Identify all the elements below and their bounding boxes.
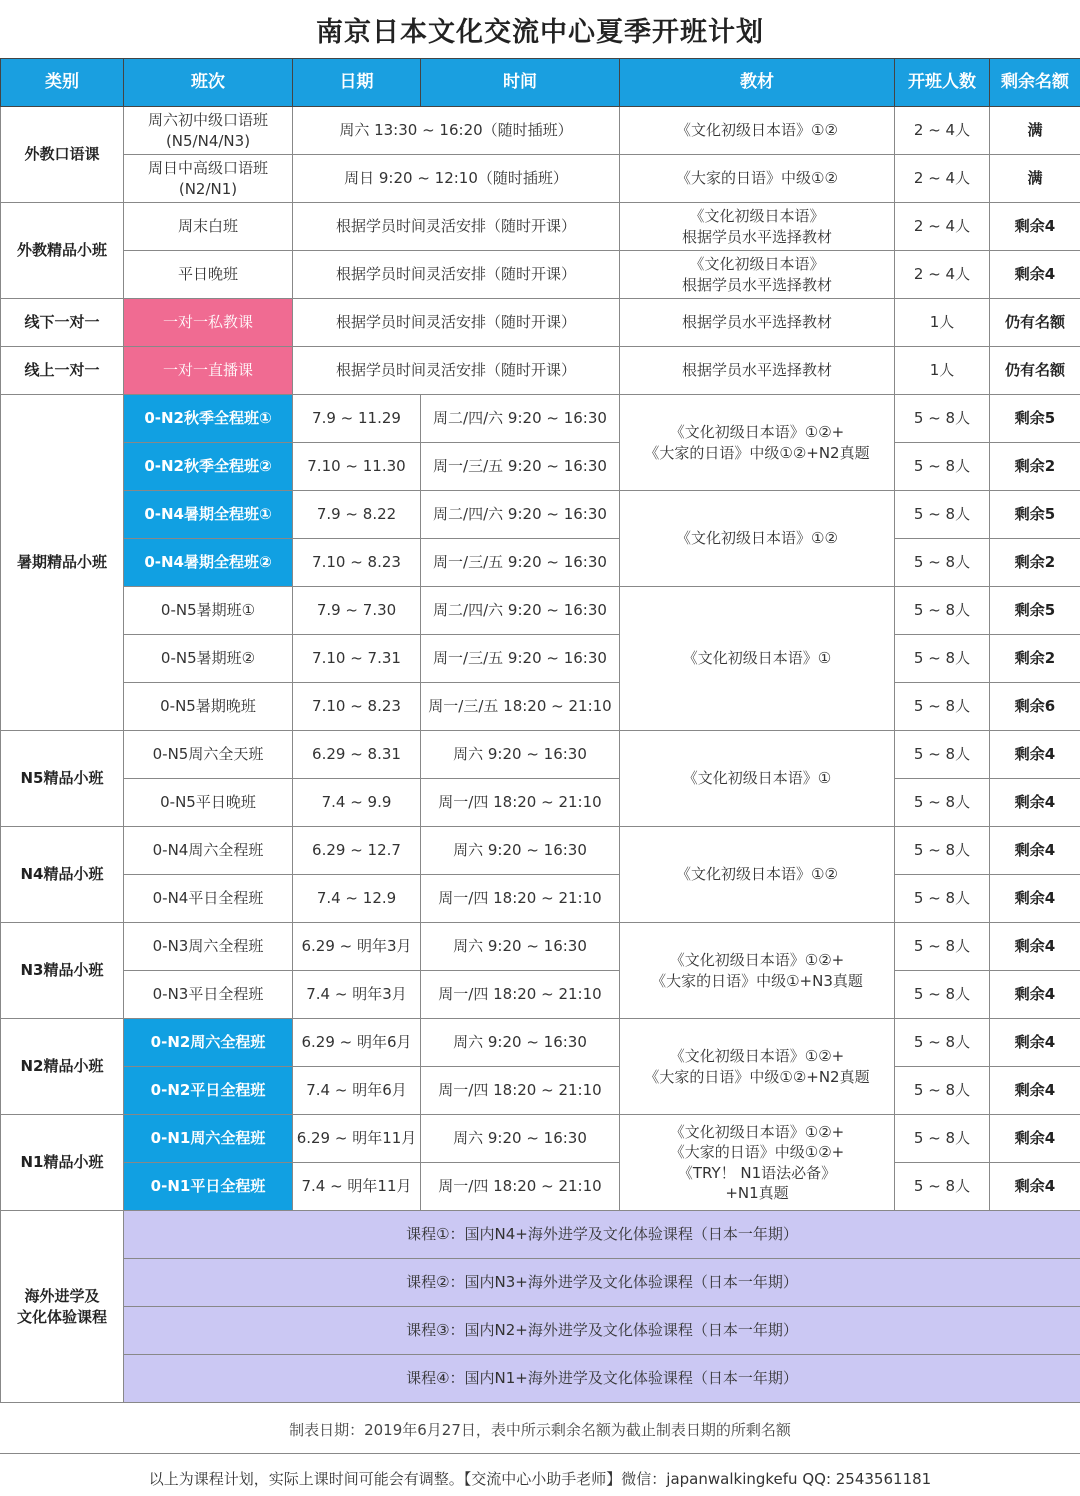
remaining-cell: 剩余4 [990, 1163, 1080, 1211]
remaining-cell: 剩余4 [990, 1067, 1080, 1115]
overseas-course-cell: 课程④：国内N1+海外进学及文化体验课程（日本一年期） [124, 1355, 1080, 1403]
remaining-cell: 剩余6 [990, 683, 1080, 731]
material-cell: 《文化初级日本语》①②+ 《大家的日语》中级①②+N2真题 [620, 395, 895, 491]
header-remaining: 剩余名额 [990, 59, 1080, 107]
date-cell: 7.4 ~ 明年6月 [293, 1067, 421, 1115]
class-name-cell: 0-N5暑期晚班 [124, 683, 293, 731]
size-cell: 5 ~ 8人 [895, 1067, 990, 1115]
category-cell: N4精品小班 [1, 827, 124, 923]
class-name-cell: 0-N2秋季全程班② [124, 443, 293, 491]
time-cell: 周六 9:20 ~ 16:30 [421, 827, 620, 875]
time-cell: 周一/四 18:20 ~ 21:10 [421, 779, 620, 827]
date-cell: 7.4 ~ 明年3月 [293, 971, 421, 1019]
class-name-cell: 周六初中级口语班 (N5/N4/N3) [124, 107, 293, 155]
material-cell: 《文化初级日本语》①②+ 《大家的日语》中级①+N3真题 [620, 923, 895, 1019]
date-cell: 6.29 ~ 明年11月 [293, 1115, 421, 1163]
table-row [1, 779, 1080, 827]
size-cell: 5 ~ 8人 [895, 395, 990, 443]
table-row [1, 395, 1080, 443]
class-name-cell: 平日晚班 [124, 251, 293, 299]
table-row [1, 1355, 1080, 1403]
overseas-course-cell: 课程①：国内N4+海外进学及文化体验课程（日本一年期） [124, 1211, 1080, 1259]
size-cell: 5 ~ 8人 [895, 635, 990, 683]
size-cell: 5 ~ 8人 [895, 971, 990, 1019]
table-row [1, 1163, 1080, 1211]
size-cell: 1人 [895, 299, 990, 347]
class-name-cell: 0-N2秋季全程班① [124, 395, 293, 443]
size-cell: 2 ~ 4人 [895, 155, 990, 203]
date-cell: 7.10 ~ 7.31 [293, 635, 421, 683]
size-cell: 5 ~ 8人 [895, 539, 990, 587]
table-row [1, 155, 1080, 203]
time-cell: 周一/三/五 9:20 ~ 16:30 [421, 539, 620, 587]
remaining-cell: 仍有名额 [990, 347, 1080, 395]
time-cell: 周六 9:20 ~ 16:30 [421, 1115, 620, 1163]
class-name-cell: 一对一直播课 [124, 347, 293, 395]
overseas-course-cell: 课程②：国内N3+海外进学及文化体验课程（日本一年期） [124, 1259, 1080, 1307]
remaining-cell: 剩余4 [990, 827, 1080, 875]
date-cell: 7.9 ~ 11.29 [293, 395, 421, 443]
remaining-cell: 仍有名额 [990, 299, 1080, 347]
class-name-cell: 0-N5平日晚班 [124, 779, 293, 827]
class-name-cell: 0-N2周六全程班 [124, 1019, 293, 1067]
size-cell: 5 ~ 8人 [895, 587, 990, 635]
date-cell: 6.29 ~ 12.7 [293, 827, 421, 875]
datetime-cell: 周日 9:20 ~ 12:10（随时插班） [293, 155, 620, 203]
size-cell: 2 ~ 4人 [895, 107, 990, 155]
table-row [1, 1211, 1080, 1259]
time-cell: 周一/三/五 9:20 ~ 16:30 [421, 635, 620, 683]
class-name-cell: 0-N5暑期班② [124, 635, 293, 683]
class-name-cell: 一对一私教课 [124, 299, 293, 347]
table-row [1, 107, 1080, 155]
class-name-cell: 0-N5周六全天班 [124, 731, 293, 779]
table-row [1, 875, 1080, 923]
header-size: 开班人数 [895, 59, 990, 107]
table-row [1, 731, 1080, 779]
material-cell: 《文化初级日本语》 根据学员水平选择教材 [620, 203, 895, 251]
date-cell: 7.4 ~ 12.9 [293, 875, 421, 923]
size-cell: 2 ~ 4人 [895, 203, 990, 251]
table-row [1, 203, 1080, 251]
size-cell: 1人 [895, 347, 990, 395]
category-cell: N5精品小班 [1, 731, 124, 827]
table-row [1, 1307, 1080, 1355]
remaining-cell: 满 [990, 155, 1080, 203]
time-cell: 周六 9:20 ~ 16:30 [421, 1019, 620, 1067]
datetime-cell: 根据学员时间灵活安排（随时开课） [293, 299, 620, 347]
material-cell: 《文化初级日本语》①② [620, 491, 895, 587]
datetime-cell: 根据学员时间灵活安排（随时开课） [293, 347, 620, 395]
material-cell: 《文化初级日本语》①②+ 《大家的日语》中级①②+ 《TRY！ N1语法必备》 +N1真题 [620, 1115, 895, 1211]
date-cell: 7.9 ~ 7.30 [293, 587, 421, 635]
class-name-cell: 0-N3平日全程班 [124, 971, 293, 1019]
class-name-cell: 0-N4平日全程班 [124, 875, 293, 923]
class-name-cell: 0-N4周六全程班 [124, 827, 293, 875]
category-cell: 外教口语课 [1, 107, 124, 203]
size-cell: 5 ~ 8人 [895, 683, 990, 731]
remaining-cell: 剩余4 [990, 875, 1080, 923]
class-name-cell: 0-N2平日全程班 [124, 1067, 293, 1115]
material-cell: 根据学员水平选择教材 [620, 347, 895, 395]
category-cell: N2精品小班 [1, 1019, 124, 1115]
datetime-cell: 根据学员时间灵活安排（随时开课） [293, 251, 620, 299]
header-row [1, 59, 1080, 107]
date-cell: 6.29 ~ 明年3月 [293, 923, 421, 971]
date-cell: 7.9 ~ 8.22 [293, 491, 421, 539]
remaining-cell: 剩余4 [990, 731, 1080, 779]
table-row [1, 491, 1080, 539]
size-cell: 5 ~ 8人 [895, 1019, 990, 1067]
table-row [1, 1067, 1080, 1115]
table-row [1, 827, 1080, 875]
date-cell: 6.29 ~ 明年6月 [293, 1019, 421, 1067]
remaining-cell: 剩余2 [990, 539, 1080, 587]
date-cell: 7.4 ~ 明年11月 [293, 1163, 421, 1211]
time-cell: 周一/四 18:20 ~ 21:10 [421, 875, 620, 923]
category-cell: N3精品小班 [1, 923, 124, 1019]
date-cell: 7.10 ~ 8.23 [293, 683, 421, 731]
remaining-cell: 剩余5 [990, 587, 1080, 635]
date-cell: 7.10 ~ 8.23 [293, 539, 421, 587]
date-cell: 7.10 ~ 11.30 [293, 443, 421, 491]
time-cell: 周一/三/五 9:20 ~ 16:30 [421, 443, 620, 491]
class-name-cell: 0-N4暑期全程班② [124, 539, 293, 587]
header-time: 时间 [421, 59, 620, 107]
header-date: 日期 [293, 59, 421, 107]
category-cell: 外教精品小班 [1, 203, 124, 299]
class-name-cell: 0-N1周六全程班 [124, 1115, 293, 1163]
class-name-cell: 0-N4暑期全程班① [124, 491, 293, 539]
table-row [1, 923, 1080, 971]
table-row [1, 587, 1080, 635]
class-name-cell: 0-N3周六全程班 [124, 923, 293, 971]
size-cell: 5 ~ 8人 [895, 827, 990, 875]
time-cell: 周二/四/六 9:20 ~ 16:30 [421, 587, 620, 635]
table-row [1, 971, 1080, 1019]
material-cell: 《文化初级日本语》①②+ 《大家的日语》中级①②+N2真题 [620, 1019, 895, 1115]
size-cell: 5 ~ 8人 [895, 875, 990, 923]
header-category: 类别 [1, 59, 124, 107]
header-class: 班次 [124, 59, 293, 107]
table-row [1, 443, 1080, 491]
datetime-cell: 根据学员时间灵活安排（随时开课） [293, 203, 620, 251]
class-name-cell: 0-N5暑期班① [124, 587, 293, 635]
table-row [1, 683, 1080, 731]
remaining-cell: 剩余5 [990, 491, 1080, 539]
remaining-cell: 剩余5 [990, 395, 1080, 443]
time-cell: 周一/四 18:20 ~ 21:10 [421, 1163, 620, 1211]
size-cell: 5 ~ 8人 [895, 1115, 990, 1163]
table-row [1, 1259, 1080, 1307]
time-cell: 周一/四 18:20 ~ 21:10 [421, 971, 620, 1019]
table-row [1, 251, 1080, 299]
category-cell: 线下一对一 [1, 299, 124, 347]
schedule-table [0, 58, 1080, 1403]
time-cell: 周二/四/六 9:20 ~ 16:30 [421, 395, 620, 443]
material-cell: 《文化初级日本语》 根据学员水平选择教材 [620, 251, 895, 299]
time-cell: 周六 9:20 ~ 16:30 [421, 731, 620, 779]
table-row [1, 347, 1080, 395]
size-cell: 2 ~ 4人 [895, 251, 990, 299]
remaining-cell: 剩余4 [990, 1115, 1080, 1163]
size-cell: 5 ~ 8人 [895, 923, 990, 971]
time-cell: 周二/四/六 9:20 ~ 16:30 [421, 491, 620, 539]
header-material: 教材 [620, 59, 895, 107]
category-cell: 线上一对一 [1, 347, 124, 395]
table-row [1, 1115, 1080, 1163]
class-name-cell: 周末白班 [124, 203, 293, 251]
remaining-cell: 剩余2 [990, 443, 1080, 491]
date-cell: 7.4 ~ 9.9 [293, 779, 421, 827]
size-cell: 5 ~ 8人 [895, 1163, 990, 1211]
size-cell: 5 ~ 8人 [895, 491, 990, 539]
material-cell: 《大家的日语》中级①② [620, 155, 895, 203]
class-name-cell: 0-N1平日全程班 [124, 1163, 293, 1211]
table-row [1, 539, 1080, 587]
remaining-cell: 满 [990, 107, 1080, 155]
datetime-cell: 周六 13:30 ~ 16:20（随时插班） [293, 107, 620, 155]
table-note: 制表日期：2019年6月27日，表中所示剩余名额为截止制表日期的所剩名额 [0, 1405, 1080, 1454]
size-cell: 5 ~ 8人 [895, 731, 990, 779]
footer-text: 以上为课程计划，实际上课时间可能会有调整。【交流中心小助手老师】微信：japanwalkingkefu QQ: 2543561181 [148, 1469, 932, 1488]
remaining-cell: 剩余2 [990, 635, 1080, 683]
size-cell: 5 ~ 8人 [895, 779, 990, 827]
page-title: 南京日本文化交流中心夏季开班计划 [316, 16, 764, 48]
category-cell: 海外进学及 文化体验课程 [1, 1211, 124, 1403]
size-cell: 5 ~ 8人 [895, 443, 990, 491]
remaining-cell: 剩余4 [990, 251, 1080, 299]
material-cell: 《文化初级日本语》① [620, 731, 895, 827]
material-cell: 《文化初级日本语》① [620, 587, 895, 731]
date-cell: 6.29 ~ 8.31 [293, 731, 421, 779]
time-cell: 周一/三/五 18:20 ~ 21:10 [421, 683, 620, 731]
table-row [1, 299, 1080, 347]
material-cell: 《文化初级日本语》①② [620, 827, 895, 923]
remaining-cell: 剩余4 [990, 923, 1080, 971]
class-name-cell: 周日中高级口语班 (N2/N1) [124, 155, 293, 203]
category-cell: N1精品小班 [1, 1115, 124, 1211]
remaining-cell: 剩余4 [990, 203, 1080, 251]
category-cell: 暑期精品小班 [1, 395, 124, 731]
material-cell: 《文化初级日本语》①② [620, 107, 895, 155]
time-cell: 周六 9:20 ~ 16:30 [421, 923, 620, 971]
remaining-cell: 剩余4 [990, 1019, 1080, 1067]
remaining-cell: 剩余4 [990, 779, 1080, 827]
overseas-course-cell: 课程③：国内N2+海外进学及文化体验课程（日本一年期） [124, 1307, 1080, 1355]
material-cell: 根据学员水平选择教材 [620, 299, 895, 347]
table-row [1, 635, 1080, 683]
table-row [1, 1019, 1080, 1067]
time-cell: 周一/四 18:20 ~ 21:10 [421, 1067, 620, 1115]
remaining-cell: 剩余4 [990, 971, 1080, 1019]
